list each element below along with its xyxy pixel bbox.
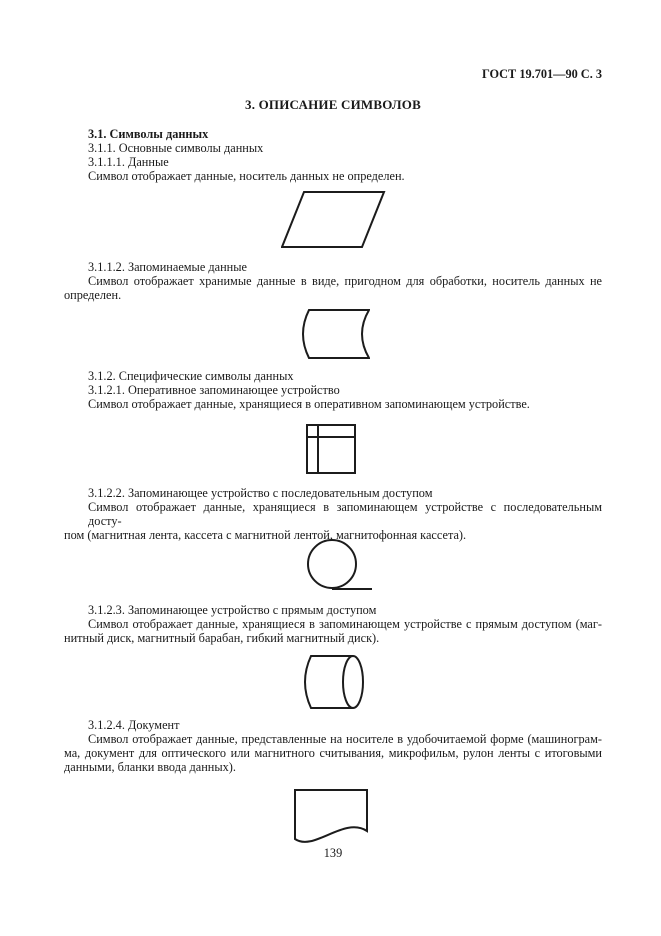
paragraph-3-1-2-3-line1: Символ отображает данные, хранящиеся в запоминающем устройстве с прямым доступом (маг-: [88, 617, 602, 631]
paragraph-3-1-1-2-line2: определен.: [64, 288, 122, 302]
paragraph-3-1-2-2-line2: пом (магнитная лента, кассета с магнитной лентой, магнитофонная кассета).: [64, 528, 467, 542]
paragraph-3-1-2-2-line1: Символ отображает данные, хранящиеся в запоминающем устройстве с последовательным досту-: [88, 500, 602, 528]
section-3-1-2-2: [64, 486, 602, 542]
page-title: 3. ОПИСАНИЕ СИМВОЛОВ: [245, 97, 421, 112]
ram-icon: [306, 424, 356, 474]
stored-data-icon: [296, 309, 370, 359]
page-number: 139: [323, 846, 343, 860]
section-heading-3-1-1-2: 3.1.1.2. Запоминаемые данные: [88, 260, 247, 274]
magnetic-disk-icon: [298, 655, 365, 709]
section-heading-3-1-2-1: 3.1.2.1. Оперативное запоминающее устройство: [88, 383, 340, 397]
paragraph-3-1-2-4-line2: ма, документ для оптического или магнитного считывания, микрофильм, рулон ленты с итоговыми: [64, 746, 602, 760]
ram-symbol-figure: [306, 424, 356, 474]
section-heading-3-1-2-3: 3.1.2.3. Запоминающее устройство с прямым доступом: [88, 603, 377, 617]
paragraph-3-1-2-4-line3: данными, бланки ввода данных).: [64, 760, 236, 774]
section-heading-3-1-2-2: 3.1.2.2. Запоминающее устройство с последовательным доступом: [88, 486, 433, 500]
section-3-1-2-4: [64, 718, 602, 774]
sequential-storage-symbol-figure: [307, 539, 373, 591]
section-heading-3-1-2-4: 3.1.2.4. Документ: [88, 718, 180, 732]
paragraph-3-1-2-4-line1: Символ отображает данные, представленные на носителе в удобочитаемой форме (машинограм-: [88, 732, 602, 746]
paragraph-3-1-2-3-line2: нитный диск, магнитный барабан, гибкий магнитный диск).: [64, 631, 380, 645]
section-3-1-2: [64, 369, 602, 411]
section-heading-3-1-2: 3.1.2. Специфические символы данных: [88, 369, 294, 383]
section-3-1-2-3: [64, 603, 602, 645]
running-header: ГОСТ 19.701—90 С. 3: [481, 67, 602, 81]
section-heading-3-1-1: 3.1.1. Основные символы данных: [88, 141, 264, 155]
section-3-1-1-2: [64, 260, 602, 302]
stored-data-symbol-figure: [296, 309, 370, 359]
magnetic-tape-icon: [307, 539, 373, 591]
parallelogram-icon: [281, 191, 386, 249]
section-heading-3-1-1-1: 3.1.1.1. Данные: [88, 155, 169, 169]
document-symbol-figure: [294, 789, 369, 851]
paragraph-3-1-1-1: Символ отображает данные, носитель данных не определен.: [88, 169, 405, 183]
document-icon: [294, 789, 369, 851]
paragraph-3-1-2-1: Символ отображает данные, хранящиеся в оперативном запоминающем устройстве.: [88, 397, 530, 411]
direct-storage-symbol-figure: [298, 655, 365, 709]
data-symbol-figure: [281, 191, 386, 249]
paragraph-3-1-1-2-line1: Символ отображает хранимые данные в виде, пригодном для обработки, носитель данных не: [88, 274, 602, 288]
section-3-1: [64, 127, 602, 183]
section-heading-3-1: 3.1. Символы данных: [88, 127, 209, 141]
